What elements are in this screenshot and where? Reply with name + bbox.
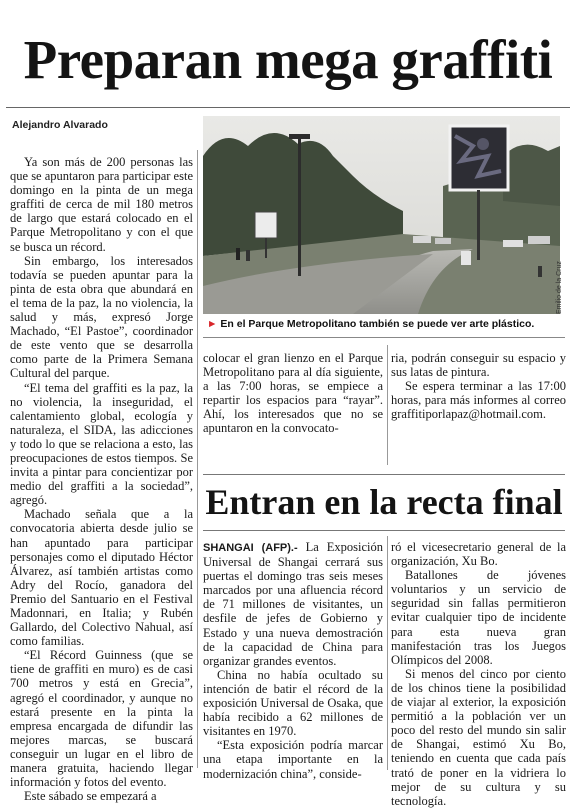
paragraph: Machado señala que a la convocatoria abierta desde julio se han apuntado para participar personajes como el diputado Héctor Álvarez, así también artistas como Adry del Rocío, ganadora del Premio del Santuario en el Festival Madonnari, en Italia; y Rubén Gallardo, del Colectivo Nahual, así como familias.: [10, 507, 193, 649]
park-photo-illustration: [203, 116, 560, 314]
caption-rule: [203, 337, 565, 338]
second-article-column-1: [203, 540, 383, 781]
photo-caption: [207, 318, 557, 330]
paragraph-text: La Exposición Universal de Shangai cerrará sus puertas el domingo tras seis meses marcados por una afluencia récord de 71 millones de visitantes, un desfile de jefes de Gobierno y Estado y una nueva demostración de la capacidad de China para organizar grandes eventos.: [203, 540, 383, 668]
paragraph: “El Récord Guinness (que se tiene de graffiti en muro) es de casi 700 metros y está en Grecia”, agregó el coordinador, y aunque no estará presente en la pinta la empresa encargada de difundir las mejores marcas, se buscará conseguir un lugar en el libro de manera gratuita, haciendo llegar información y fotos del evento.: [10, 648, 193, 790]
paragraph: “El tema del graffiti es la paz, la no violencia, la inseguridad, el calentamiento global, ecología y naturaleza, el SIDA, las adicciones y todo lo que se relaciona a esto, las preocupaciones de estos tiempos. Se invita a pintar para concientizar por medio del graffiti a la sociedad”, agregó.: [10, 380, 193, 508]
paragraph: China no había ocultado su intención de batir el récord de la exposición Universal de Osaka, que había recibido a 62 millones de visitantes en 1970.: [203, 667, 383, 739]
section-rule: [203, 530, 565, 531]
paragraph: Este sábado se empezará a: [24, 789, 157, 804]
paragraph: Sin embargo, los interesados todavía se pueden apuntar para la pinta de esta obra que abundará en el tema de la paz, la no violencia, la salud y más, expresó Jorge Machado, “El Pastoe”, coordinador de este vento que se desarrolla como parte de la Primera Semana Cultural del parque.: [10, 253, 193, 381]
main-article-column-2: [203, 351, 383, 436]
caption-text: En el Parque Metropolitano también se puede ver arte plástico.: [220, 318, 535, 330]
main-article-column-3: [391, 351, 566, 441]
paragraph: Batallones de jóvenes voluntarios y un servicio de seguridad sin fallas permitieron evitar cualquier tipo de incidente para esta nueva gran manifestación tras los Juegos Olímpicos del 2008.: [391, 568, 566, 667]
paragraph: Ya son más de 200 personas las que se apuntaron para participar este domingo en la pinta de un mega graffiti de cerca de mil 180 metros de largo que estará colocado en el Parque Metropolitano y con el que se busca un récord.: [10, 155, 193, 254]
column-divider: [387, 536, 388, 770]
byline: Alejandro Alvarado: [12, 119, 108, 131]
paragraph: colocar el gran lienzo en el Parque Metropolitano para al día siguiente, a las 7:00 horas, se empiece a repartir los espacios para “rayar”. Ahí, los interesados que no se apuntaron en la convocato-: [203, 351, 383, 436]
column-divider: [197, 150, 198, 768]
dateline: SHANGAI (AFP).-: [203, 542, 298, 554]
park-photo: [203, 116, 560, 314]
second-headline: Entran en la recta final: [205, 482, 563, 522]
caption-arrow-icon: ►: [207, 318, 218, 330]
paragraph: ria, podrán conseguir su espacio y sus latas de pintura.: [391, 351, 566, 380]
second-article-column-2: [391, 540, 566, 808]
photo-credit: Emilio de la Cruz: [556, 261, 563, 314]
paragraph: Se espera terminar a las 17:00 horas, para más informes al correo graffitiporlapaz@hotmail.com.: [391, 379, 566, 422]
column-divider: [387, 345, 388, 465]
main-article-column-1: [10, 155, 193, 804]
paragraph: “Esta exposición podría marcar una etapa importante en la modernización china”, conside-: [203, 738, 383, 781]
main-headline: Preparan mega graffiti: [23, 29, 553, 90]
paragraph: ró el vicesecretario general de la organización, Xu Bo.: [391, 540, 566, 569]
paragraph: [203, 540, 383, 668]
section-rule: [203, 474, 565, 475]
paragraph: Si menos del cinco por ciento de los chinos tiene la posibilidad de viajar al exterior, la exposición permitió a la población ver un poco del resto del mundo sin salir de Shangai, estimó Xu Bo, teniendo en cuenta que cada país trató de poner en la vidriera lo mejor de su cultura y su tecnología.: [391, 666, 566, 808]
headline-rule: [6, 107, 570, 108]
